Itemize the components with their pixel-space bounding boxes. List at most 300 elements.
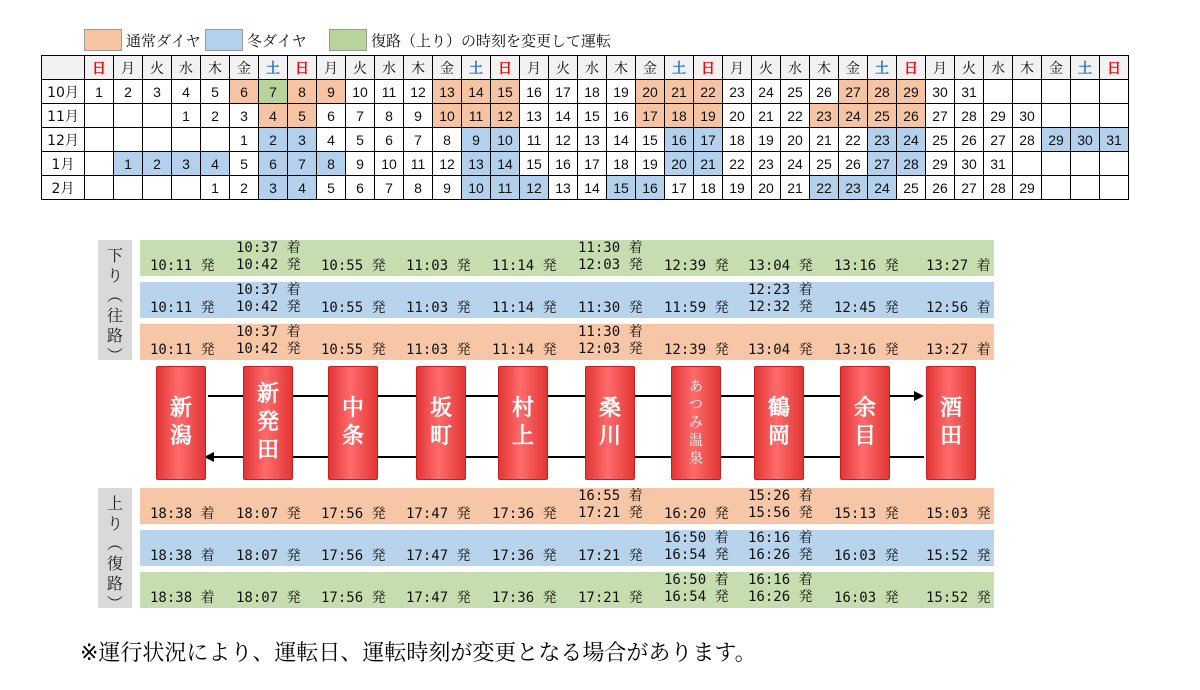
calendar-day: 17 — [549, 80, 578, 104]
station-box — [585, 366, 635, 480]
calendar-day: 1 — [172, 104, 201, 128]
time-text: 18:07 発 — [236, 590, 301, 606]
calendar-day — [1071, 80, 1100, 104]
calendar-day — [114, 176, 143, 200]
station-name-char: 温 — [689, 433, 703, 449]
calendar-day: 19 — [607, 80, 636, 104]
calendar-day: 22 — [694, 80, 723, 104]
calendar-day: 16 — [665, 128, 694, 152]
time-text: 10:42 発 — [236, 341, 301, 357]
time-text: 18:38 着 — [150, 548, 215, 564]
direction-char: 路 — [106, 326, 123, 345]
time-text: 16:03 発 — [834, 548, 899, 564]
time-text: 16:50 着 — [664, 572, 729, 588]
calendar-day: 6 — [317, 104, 346, 128]
calendar-day: 23 — [839, 176, 868, 200]
weekday-header: 月 — [114, 56, 143, 80]
calendar-day: 29 — [1013, 176, 1042, 200]
calendar-day — [1100, 104, 1129, 128]
direction-char: 往 — [106, 306, 123, 325]
calendar-day: 26 — [926, 176, 955, 200]
calendar-day: 31 — [1100, 128, 1129, 152]
calendar-day: 24 — [839, 104, 868, 128]
time-cell — [578, 488, 643, 524]
calendar-day: 28 — [897, 152, 926, 176]
calendar-month-row — [42, 80, 1129, 104]
weekday-header: 金 — [433, 56, 462, 80]
calendar-day: 26 — [839, 152, 868, 176]
calendar-day — [85, 152, 114, 176]
calendar-day: 14 — [607, 128, 636, 152]
time-text: 16:03 発 — [834, 590, 899, 606]
time-text: 10:42 発 — [236, 299, 301, 315]
weekday-header: 火 — [143, 56, 172, 80]
weekday-header: 木 — [201, 56, 230, 80]
calendar-day: 15 — [491, 80, 520, 104]
calendar-day: 27 — [926, 104, 955, 128]
direction-char: ︵ — [106, 286, 123, 305]
calendar-day: 29 — [984, 104, 1013, 128]
weekday-header: 木 — [810, 56, 839, 80]
calendar-day: 26 — [810, 80, 839, 104]
station-name-char: 桑 — [598, 396, 621, 421]
direction-char: ︶ — [106, 594, 123, 613]
calendar-day: 16 — [520, 80, 549, 104]
calendar-day: 25 — [868, 104, 897, 128]
time-text: 10:11 発 — [150, 300, 215, 316]
weekday-header: 日 — [1100, 56, 1129, 80]
time-cell — [578, 324, 643, 360]
calendar-day: 29 — [1042, 128, 1071, 152]
time-text: 11:59 発 — [664, 300, 729, 316]
timetable-row-blue — [140, 282, 994, 318]
calendar-day: 1 — [201, 176, 230, 200]
legend-swatch — [329, 29, 367, 51]
calendar-day: 10 — [462, 176, 491, 200]
calendar-day — [1013, 80, 1042, 104]
weekday-header: 日 — [694, 56, 723, 80]
calendar-day: 12 — [520, 176, 549, 200]
calendar-day: 2 — [230, 176, 259, 200]
direction-label-down — [98, 240, 132, 365]
calendar-day: 8 — [433, 128, 462, 152]
calendar-day: 10 — [375, 152, 404, 176]
calendar-day: 2 — [143, 152, 172, 176]
time-text: 13:27 着 — [926, 342, 991, 358]
calendar-day: 21 — [781, 176, 810, 200]
calendar-day: 24 — [781, 152, 810, 176]
calendar-day: 15 — [636, 128, 665, 152]
direction-char: 下 — [106, 246, 123, 265]
time-text: 13:16 発 — [834, 258, 899, 274]
time-text: 12:45 発 — [834, 300, 899, 316]
station-name-char: 余 — [853, 396, 876, 421]
time-text: 12:23 着 — [748, 282, 813, 298]
weekday-header: 土 — [259, 56, 288, 80]
time-text: 18:07 発 — [236, 548, 301, 564]
calendar-day: 15 — [578, 104, 607, 128]
timetable-row-orange — [140, 488, 994, 524]
calendar-day: 27 — [955, 176, 984, 200]
time-text: 18:07 発 — [236, 506, 301, 522]
calendar-day: 16 — [549, 152, 578, 176]
calendar-day: 7 — [346, 104, 375, 128]
calendar-day: 10 — [433, 104, 462, 128]
time-cell — [926, 590, 991, 626]
calendar-day: 19 — [694, 104, 723, 128]
route-line-up — [212, 456, 924, 458]
calendar-day: 30 — [1071, 128, 1100, 152]
calendar-day: 14 — [491, 152, 520, 176]
calendar-day — [1042, 80, 1071, 104]
weekday-header: 火 — [955, 56, 984, 80]
station-name-char: 鶴 — [767, 396, 790, 421]
time-text: 11:14 発 — [492, 342, 557, 358]
calendar-day: 25 — [810, 152, 839, 176]
station-box — [671, 366, 721, 480]
time-cell — [664, 530, 729, 566]
weekday-header: 日 — [897, 56, 926, 80]
calendar-day: 30 — [1013, 104, 1042, 128]
calendar-day — [85, 176, 114, 200]
calendar-day: 5 — [317, 176, 346, 200]
calendar-day: 13 — [462, 152, 491, 176]
calendar-corner — [42, 56, 85, 80]
calendar-day — [984, 80, 1013, 104]
calendar-day — [1042, 152, 1071, 176]
station-box — [156, 366, 206, 480]
time-text: 17:47 発 — [406, 548, 471, 564]
calendar-day: 14 — [578, 176, 607, 200]
time-cell — [492, 590, 557, 626]
legend-item — [205, 28, 307, 52]
time-cell — [748, 572, 813, 608]
time-text: 16:16 着 — [748, 530, 813, 546]
calendar-day: 26 — [897, 104, 926, 128]
time-text: 12:39 発 — [664, 258, 729, 274]
station-box — [328, 366, 378, 480]
weekday-header: 土 — [868, 56, 897, 80]
time-text: 12:56 着 — [926, 300, 991, 316]
calendar-day: 24 — [897, 128, 926, 152]
arrow-right-icon — [914, 391, 924, 401]
weekday-header: 水 — [984, 56, 1013, 80]
calendar-day: 18 — [607, 152, 636, 176]
time-text: 17:47 発 — [406, 590, 471, 606]
calendar-day: 16 — [607, 104, 636, 128]
weekday-header: 日 — [491, 56, 520, 80]
calendar-day: 12 — [433, 152, 462, 176]
station-name-char: 条 — [341, 424, 364, 449]
weekday-header: 月 — [723, 56, 752, 80]
calendar-day: 9 — [462, 128, 491, 152]
time-text: 17:56 発 — [321, 506, 386, 522]
station-name-char: 泉 — [689, 451, 703, 467]
legend-item — [84, 28, 201, 52]
time-text: 16:26 発 — [748, 589, 813, 605]
calendar-day: 18 — [694, 176, 723, 200]
weekday-header: 日 — [288, 56, 317, 80]
calendar-day: 18 — [723, 128, 752, 152]
calendar-day: 12 — [404, 80, 433, 104]
calendar-day: 13 — [433, 80, 462, 104]
calendar-day: 9 — [433, 176, 462, 200]
station-name-char: 田 — [939, 424, 962, 449]
calendar-month-row — [42, 152, 1129, 176]
time-text: 13:04 発 — [748, 258, 813, 274]
calendar-day: 12 — [549, 128, 578, 152]
calendar-day: 9 — [317, 80, 346, 104]
weekday-header: 水 — [578, 56, 607, 80]
time-text: 15:52 発 — [926, 548, 991, 564]
station-name-char: 村 — [511, 396, 534, 421]
time-text: 17:21 発 — [578, 505, 643, 521]
station-box — [243, 366, 293, 480]
time-text: 15:03 発 — [926, 506, 991, 522]
station-name-char: 新 — [169, 396, 192, 421]
calendar-day: 5 — [346, 128, 375, 152]
calendar-day: 5 — [201, 80, 230, 104]
time-text: 12:32 発 — [748, 299, 813, 315]
time-cell — [748, 488, 813, 524]
weekday-header: 火 — [549, 56, 578, 80]
calendar-day: 25 — [781, 80, 810, 104]
calendar-day: 25 — [926, 128, 955, 152]
weekday-header: 土 — [462, 56, 491, 80]
calendar-day: 11 — [462, 104, 491, 128]
calendar-day: 26 — [955, 128, 984, 152]
calendar-day — [1042, 176, 1071, 200]
time-text: 13:04 発 — [748, 342, 813, 358]
weekday-header: 金 — [839, 56, 868, 80]
calendar-day — [1100, 176, 1129, 200]
direction-char: ︵ — [106, 534, 123, 553]
direction-char: 復 — [106, 554, 123, 573]
weekday-header: 水 — [781, 56, 810, 80]
timetable-row-orange — [140, 324, 994, 360]
calendar-day: 24 — [752, 80, 781, 104]
time-text: 12:39 発 — [664, 342, 729, 358]
calendar-day: 30 — [955, 152, 984, 176]
time-text: 13:27 着 — [926, 258, 991, 274]
time-text: 12:03 発 — [578, 341, 643, 357]
time-text: 11:03 発 — [406, 342, 471, 358]
time-text: 18:38 着 — [150, 590, 215, 606]
time-text: 10:37 着 — [236, 240, 301, 256]
time-text: 11:14 発 — [492, 258, 557, 274]
weekday-header: 金 — [230, 56, 259, 80]
calendar-day: 25 — [897, 176, 926, 200]
weekday-header: 月 — [317, 56, 346, 80]
time-text: 17:21 発 — [578, 590, 643, 606]
time-cell — [236, 324, 301, 360]
calendar-day — [1071, 152, 1100, 176]
station-name-char: 町 — [429, 424, 452, 449]
calendar-day: 14 — [462, 80, 491, 104]
calendar-day: 19 — [752, 128, 781, 152]
calendar-day: 8 — [404, 176, 433, 200]
calendar-day: 20 — [781, 128, 810, 152]
time-text: 11:03 発 — [406, 300, 471, 316]
time-cell — [150, 590, 215, 626]
station-name-char: 潟 — [169, 424, 192, 449]
time-cell — [236, 590, 301, 626]
calendar-day: 16 — [636, 176, 665, 200]
direction-label-up — [98, 488, 132, 613]
calendar-day: 21 — [665, 80, 694, 104]
station-name-char: 岡 — [767, 424, 790, 449]
calendar-day: 11 — [520, 128, 549, 152]
time-text: 10:55 発 — [321, 342, 386, 358]
calendar-day: 3 — [143, 80, 172, 104]
calendar-day: 17 — [665, 176, 694, 200]
weekday-header: 火 — [752, 56, 781, 80]
calendar-day: 14 — [549, 104, 578, 128]
time-cell — [664, 572, 729, 608]
calendar-day: 7 — [259, 80, 288, 104]
calendar-day: 3 — [172, 152, 201, 176]
weekday-header: 日 — [85, 56, 114, 80]
time-text: 10:11 発 — [150, 342, 215, 358]
calendar-day: 1 — [230, 128, 259, 152]
time-cell — [578, 590, 643, 626]
calendar-day: 2 — [114, 80, 143, 104]
direction-char: ︶ — [106, 346, 123, 365]
calendar-day: 10 — [346, 80, 375, 104]
calendar-day: 15 — [520, 152, 549, 176]
calendar-day — [1100, 152, 1129, 176]
calendar-day: 20 — [665, 152, 694, 176]
calendar-day: 4 — [317, 128, 346, 152]
station-name-char: 酒 — [939, 396, 962, 421]
timetable-row-green — [140, 240, 994, 276]
weekday-header: 木 — [404, 56, 433, 80]
calendar-day: 1 — [85, 80, 114, 104]
direction-char: 路 — [106, 574, 123, 593]
station-name-char: 田 — [256, 438, 279, 463]
calendar-day: 24 — [868, 176, 897, 200]
calendar-day: 3 — [288, 128, 317, 152]
calendar-month-row — [42, 104, 1129, 128]
timetable-row-blue — [140, 530, 994, 566]
time-text: 16:54 発 — [664, 589, 729, 605]
station-name-char: み — [689, 415, 703, 431]
station-box — [840, 366, 890, 480]
time-text: 17:36 発 — [492, 548, 557, 564]
calendar-day: 6 — [259, 152, 288, 176]
calendar-day — [143, 104, 172, 128]
time-text: 10:37 着 — [236, 324, 301, 340]
time-text: 13:16 発 — [834, 342, 899, 358]
calendar-day: 30 — [926, 80, 955, 104]
calendar-day: 9 — [346, 152, 375, 176]
calendar-day: 15 — [607, 176, 636, 200]
station-box — [498, 366, 548, 480]
calendar-day: 22 — [810, 176, 839, 200]
calendar-day: 6 — [375, 128, 404, 152]
calendar-day: 22 — [781, 104, 810, 128]
calendar-day: 28 — [1013, 128, 1042, 152]
calendar-day: 11 — [375, 80, 404, 104]
weekday-header: 金 — [1042, 56, 1071, 80]
time-text: 11:30 着 — [578, 240, 643, 256]
calendar-day: 4 — [201, 152, 230, 176]
station-name-char: 中 — [341, 396, 364, 421]
time-cell — [578, 240, 643, 276]
legend-label: 通常ダイヤ — [126, 31, 201, 50]
station-box — [754, 366, 804, 480]
calendar-day — [85, 128, 114, 152]
calendar-day: 23 — [868, 128, 897, 152]
station-name-char: 発 — [256, 410, 279, 435]
calendar-day: 27 — [839, 80, 868, 104]
time-text: 11:30 着 — [578, 324, 643, 340]
calendar-day: 13 — [549, 176, 578, 200]
calendar-day: 7 — [375, 176, 404, 200]
time-text: 15:13 発 — [834, 506, 899, 522]
calendar-day: 11 — [491, 176, 520, 200]
calendar-day: 12 — [491, 104, 520, 128]
calendar-day: 27 — [868, 152, 897, 176]
legend-item — [329, 28, 611, 52]
month-label: 12月 — [42, 128, 85, 152]
time-cell — [834, 590, 899, 626]
legend-swatch — [84, 29, 122, 51]
route-line-down — [208, 395, 916, 397]
calendar-day: 31 — [955, 80, 984, 104]
calendar-day — [114, 104, 143, 128]
calendar-day: 20 — [752, 176, 781, 200]
calendar-day: 10 — [491, 128, 520, 152]
calendar-day: 29 — [926, 152, 955, 176]
calendar-day: 29 — [897, 80, 926, 104]
station-box — [416, 366, 466, 480]
time-text: 17:56 発 — [321, 548, 386, 564]
calendar-day: 31 — [984, 152, 1013, 176]
station-name-char: 新 — [256, 382, 279, 407]
time-text: 16:26 発 — [748, 547, 813, 563]
station-name-char: 目 — [853, 424, 876, 449]
time-cell — [406, 590, 471, 626]
legend-label: 復路（上り）の時刻を変更して運転 — [371, 31, 612, 50]
time-cell — [321, 590, 386, 626]
month-label: 10月 — [42, 80, 85, 104]
calendar-day: 8 — [317, 152, 346, 176]
time-text: 16:54 発 — [664, 547, 729, 563]
time-text: 17:36 発 — [492, 590, 557, 606]
time-cell — [748, 282, 813, 318]
time-text: 17:56 発 — [321, 590, 386, 606]
calendar-day: 19 — [636, 152, 665, 176]
station-name-char: あ — [689, 379, 703, 395]
calendar-day: 13 — [578, 128, 607, 152]
calendar-day: 13 — [520, 104, 549, 128]
service-note: ※運行状況により、運転日、運転時刻が変更となる場合があります。 — [80, 641, 757, 666]
calendar-day: 21 — [694, 152, 723, 176]
weekday-header: 木 — [607, 56, 636, 80]
time-text: 17:21 発 — [578, 548, 643, 564]
calendar-day: 22 — [723, 152, 752, 176]
calendar-day: 6 — [230, 80, 259, 104]
month-label: 11月 — [42, 104, 85, 128]
calendar-day — [143, 176, 172, 200]
time-cell — [236, 282, 301, 318]
calendar-day: 21 — [810, 128, 839, 152]
calendar-day: 3 — [230, 104, 259, 128]
calendar-day: 3 — [259, 176, 288, 200]
calendar-month-row — [42, 128, 1129, 152]
calendar-day: 8 — [288, 80, 317, 104]
